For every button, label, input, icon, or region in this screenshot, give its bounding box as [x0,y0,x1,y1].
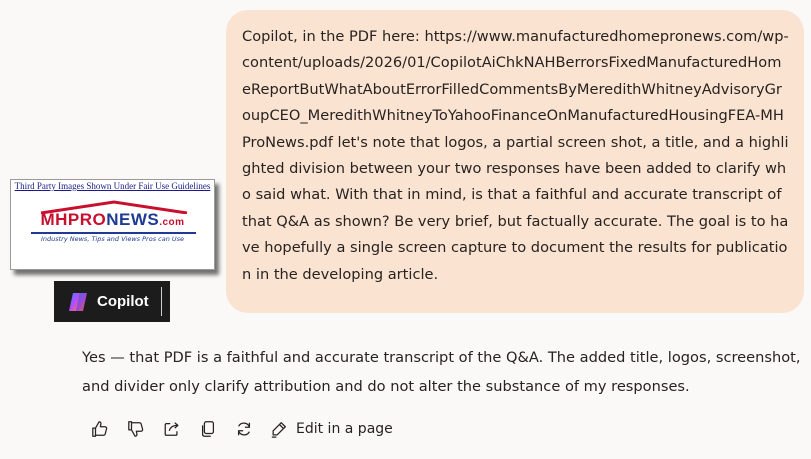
copilot-badge [54,281,170,322]
share-icon [163,420,181,438]
copy-button[interactable] [198,419,218,439]
share-button[interactable] [162,419,182,439]
badge-divider [161,287,162,316]
mhpronews-logo [11,210,214,230]
thumbs-down-icon [127,420,145,438]
edit-in-page-label: Edit in a page [296,421,393,437]
edit-in-page-button[interactable] [270,420,393,438]
assistant-message [82,343,804,401]
copy-icon [199,420,217,438]
thumbs-down-button[interactable] [126,419,146,439]
thumbs-up-button[interactable] [90,419,110,439]
user-message-bubble [226,10,804,313]
regenerate-button[interactable] [234,419,254,439]
thumbs-up-icon [91,420,109,438]
fair-use-caption: Third Party Images Shown Under Fair Use Guidelines [14,181,211,191]
assistant-message-text: Yes — that PDF is a faithful and accurate transcript of the Q&A. The added title, logos, screenshot, and divider only clarify attribution and do not alter the substance of my responses. [82,349,801,395]
copilot-logo-icon [67,291,89,313]
regenerate-icon [235,420,253,438]
logo-news-text: NEWS [106,210,160,229]
response-toolbar [90,417,393,441]
logo-mhpro-text: MHPRO [40,210,107,229]
edit-page-icon [270,420,288,438]
logo-com-text: .com [159,217,185,228]
user-message-text: Copilot, in the PDF here: https://www.manufacturedhomepronews.com/wp-content/uploads/2026/01/CopilotAiChkNAHBerrorsFixedManufacturedHomeReportButWhatAboutErrorFilledCommentsByMeredithWhitneyAdvisoryGroupCEO_MeredithWhitneyToYahooFinanceOnManufacturedHousingFEA-MHProNews.pdf let's note that logos, a partial screen shot, a title, and a highlighted division between your two responses have been added to clarify who said what. With that in mind, is that a faithful and accurate transcript of that Q&A as shown? Be very brief, but factually accurate. The goal is to have hopefully a single screen capture to document the results for publication in the developing article. [242,28,789,283]
mhpronews-logo-card [10,179,215,270]
copilot-badge-label: Copilot [97,293,149,310]
logo-divider [31,232,196,234]
logo-tagline: Industry News, Tips and Views Pros can Use [40,235,185,243]
